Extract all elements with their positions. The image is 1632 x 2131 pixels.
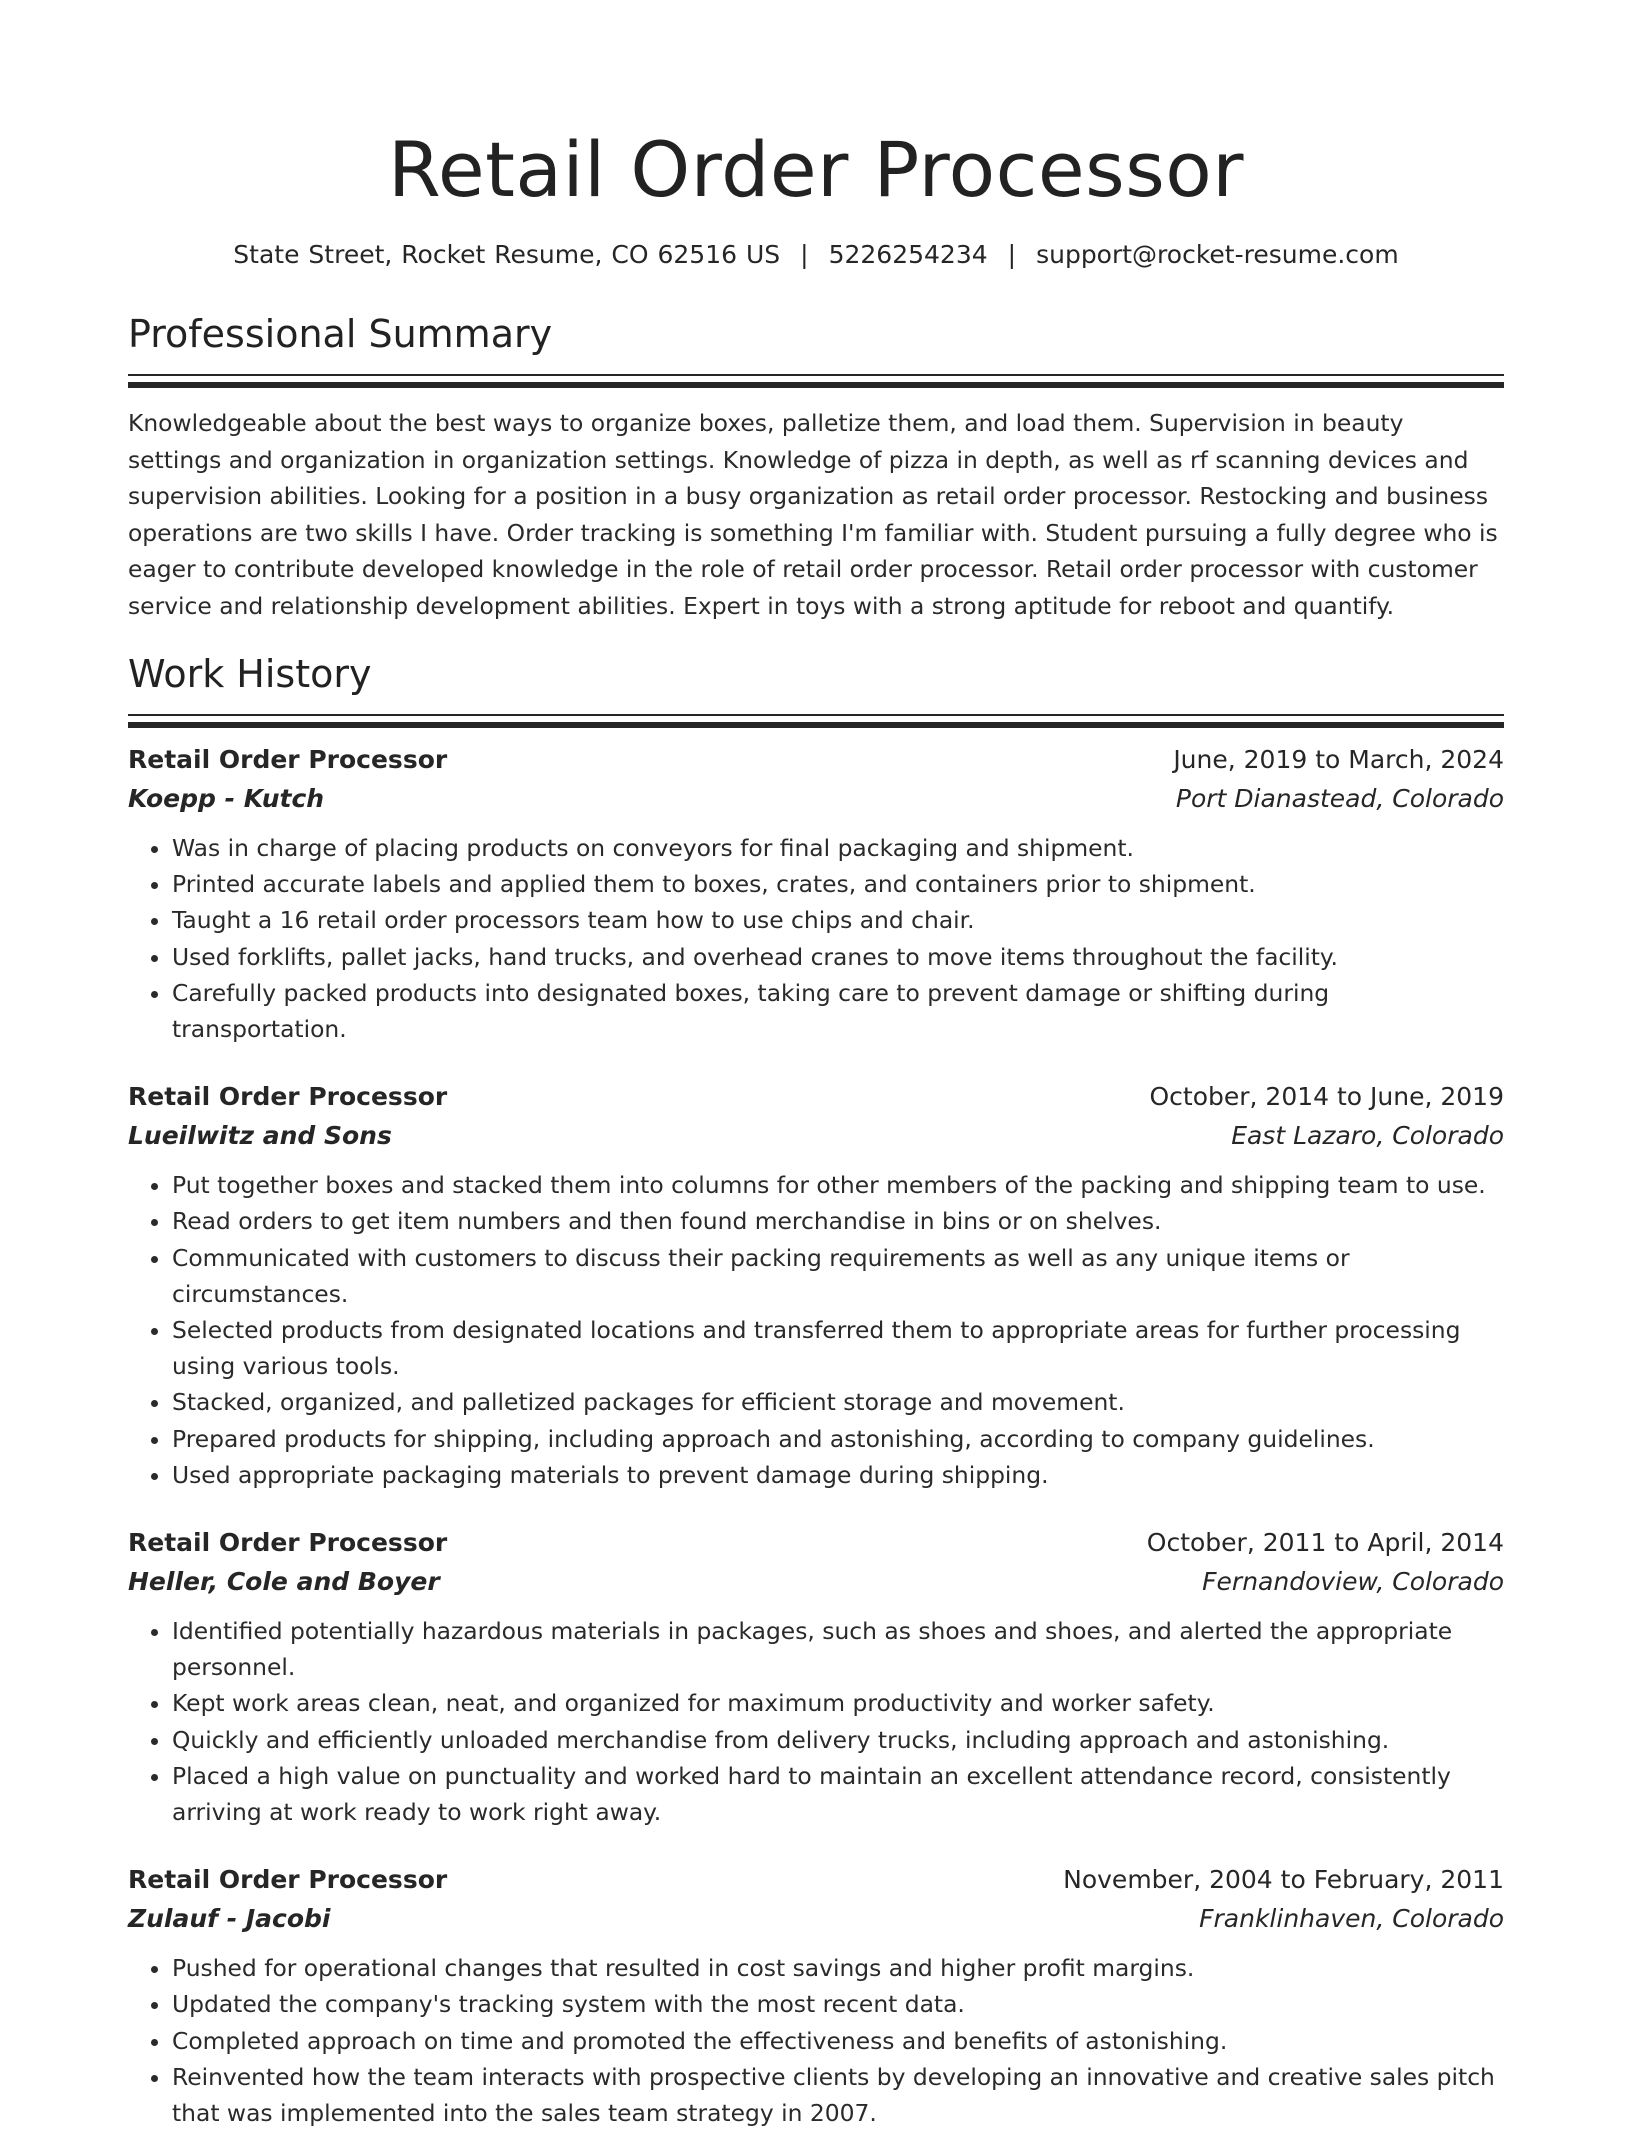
section-divider-thin	[128, 714, 1504, 716]
job-header-row	[128, 740, 1504, 780]
job-location: Port Dianastead, Colorado	[1175, 784, 1504, 813]
section-divider-thin	[128, 374, 1504, 376]
job-company: Koepp - Kutch	[128, 784, 325, 813]
job-header-row	[128, 1077, 1504, 1117]
job-bullets	[128, 830, 1504, 1047]
job-bullet: • Updated the company's tracking system with the most recent data.	[172, 1986, 1504, 2022]
job-title: Retail Order Processor	[128, 745, 448, 774]
job-company-row	[128, 1117, 1504, 1155]
job-dates: October, 2011 to April, 2014	[1146, 1528, 1504, 1558]
section-title-summary: Professional Summary	[128, 312, 553, 356]
job-company: Lueilwitz and Sons	[128, 1121, 392, 1151]
job-entry	[128, 1523, 1504, 1830]
job-header-row	[128, 1860, 1504, 1900]
job-title: Retail Order Processor	[128, 1528, 448, 1558]
job-location: East Lazaro, Colorado	[1231, 1121, 1504, 1151]
job-bullet: • Taught a 16 retail order processors team how to use chips and chair.	[172, 902, 1504, 938]
resume-name: Retail Order Processor	[387, 125, 1245, 214]
job-bullet: • Read orders to get item numbers and then found merchandise in bins or on shelves.	[172, 1203, 1504, 1239]
job-company-row	[128, 1900, 1504, 1938]
job-entry	[128, 1077, 1504, 1493]
job-bullet: • Selected products from designated locations and transferred them to appropriate areas for further processing using various tools.	[172, 1312, 1504, 1384]
job-bullet: • Stacked, organized, and palletized packages for efficient storage and movement.	[172, 1384, 1504, 1420]
contact-phone: 5226254234	[828, 240, 988, 269]
job-company-row	[128, 780, 1504, 818]
job-bullets	[128, 1167, 1504, 1493]
job-bullet: • Quickly and efficiently unloaded merchandise from delivery trucks, including approach and astonishing.	[172, 1722, 1504, 1758]
summary-text: Knowledgeable about the best ways to organize boxes, palletize them, and load them. Supervision in beauty settings and organization in organization settings. Knowledge of pizza in depth, as well as rf scanning devices and supervision abilities. Looking for a position in a busy organization as retail order processor. Restocking and business operations are two skills I have. Order tracking is something I'm familiar with. Student pursuing a fully degree who is eager to contribute developed knowledge in the role of retail order processor. Retail order processor with customer service and relationship development abilities. Expert in toys with a strong aptitude for reboot and quantify.	[128, 409, 1498, 620]
job-company: Zulauf - Jacobi	[128, 1904, 331, 1934]
job-location: Fernandoview, Colorado	[1202, 1567, 1504, 1597]
job-bullet: • Put together boxes and stacked them into columns for other members of the packing and shipping team to use.	[172, 1167, 1504, 1203]
job-header-row	[128, 1523, 1504, 1563]
contact-line	[128, 238, 1504, 272]
job-entry	[128, 740, 1504, 1047]
job-dates: October, 2014 to June, 2019	[1149, 1082, 1504, 1112]
job-bullet: • Pushed for operational changes that resulted in cost savings and higher profit margins.	[172, 1950, 1504, 1986]
job-bullet: • Printed accurate labels and applied them to boxes, crates, and containers prior to shipment.	[172, 866, 1504, 902]
job-bullet: • Identified potentially hazardous materials in packages, such as shoes and shoes, and alerted the appropriate personnel.	[172, 1613, 1504, 1685]
job-bullet: • Used appropriate packaging materials to prevent damage during shipping.	[172, 1457, 1504, 1493]
job-company-row	[128, 1563, 1504, 1601]
job-location: Franklinhaven, Colorado	[1199, 1904, 1504, 1934]
job-bullet: • Completed approach on time and promoted the effectiveness and benefits of astonishing.	[172, 2023, 1504, 2059]
contact-email: support@rocket-resume.com	[1036, 240, 1399, 269]
job-bullet: • Kept work areas clean, neat, and organized for maximum productivity and worker safety.	[172, 1685, 1504, 1721]
section-divider-thick	[128, 382, 1504, 388]
job-bullets	[128, 1613, 1504, 1830]
job-bullet: • Carefully packed products into designated boxes, taking care to prevent damage or shifting during transportation.	[172, 975, 1504, 1047]
job-dates: June, 2019 to March, 2024	[1173, 745, 1504, 774]
job-title: Retail Order Processor	[128, 1082, 448, 1112]
job-title: Retail Order Processor	[128, 1865, 448, 1895]
job-entry	[128, 1860, 1504, 2131]
job-bullet: • Was in charge of placing products on conveyors for final packaging and shipment.	[172, 830, 1504, 866]
section-divider-thick	[128, 722, 1504, 728]
job-bullet: • Communicated with customers to discuss their packing requirements as well as any unique items or circumstances.	[172, 1240, 1504, 1312]
contact-separator: |	[1007, 240, 1017, 269]
job-bullet: • Used forklifts, pallet jacks, hand trucks, and overhead cranes to move items throughout the facility.	[172, 939, 1504, 975]
contact-address: State Street, Rocket Resume, CO 62516 US	[233, 240, 781, 269]
job-company: Heller, Cole and Boyer	[128, 1567, 440, 1597]
job-bullet: • Reinvented how the team interacts with prospective clients by developing an innovative and creative sales pitch that was implemented into the sales team strategy in 2007.	[172, 2059, 1504, 2131]
section-title-work-history: Work History	[128, 652, 372, 696]
job-bullet: • Placed a high value on punctuality and worked hard to maintain an excellent attendance record, consistently arriving at work ready to work right away.	[172, 1758, 1504, 1830]
job-bullet: • Prepared products for shipping, including approach and astonishing, according to company guidelines.	[172, 1421, 1504, 1457]
job-dates: November, 2004 to February, 2011	[1063, 1865, 1504, 1895]
contact-separator: |	[800, 240, 809, 269]
resume-page	[128, 0, 1504, 2131]
job-bullets	[128, 1950, 1504, 2131]
